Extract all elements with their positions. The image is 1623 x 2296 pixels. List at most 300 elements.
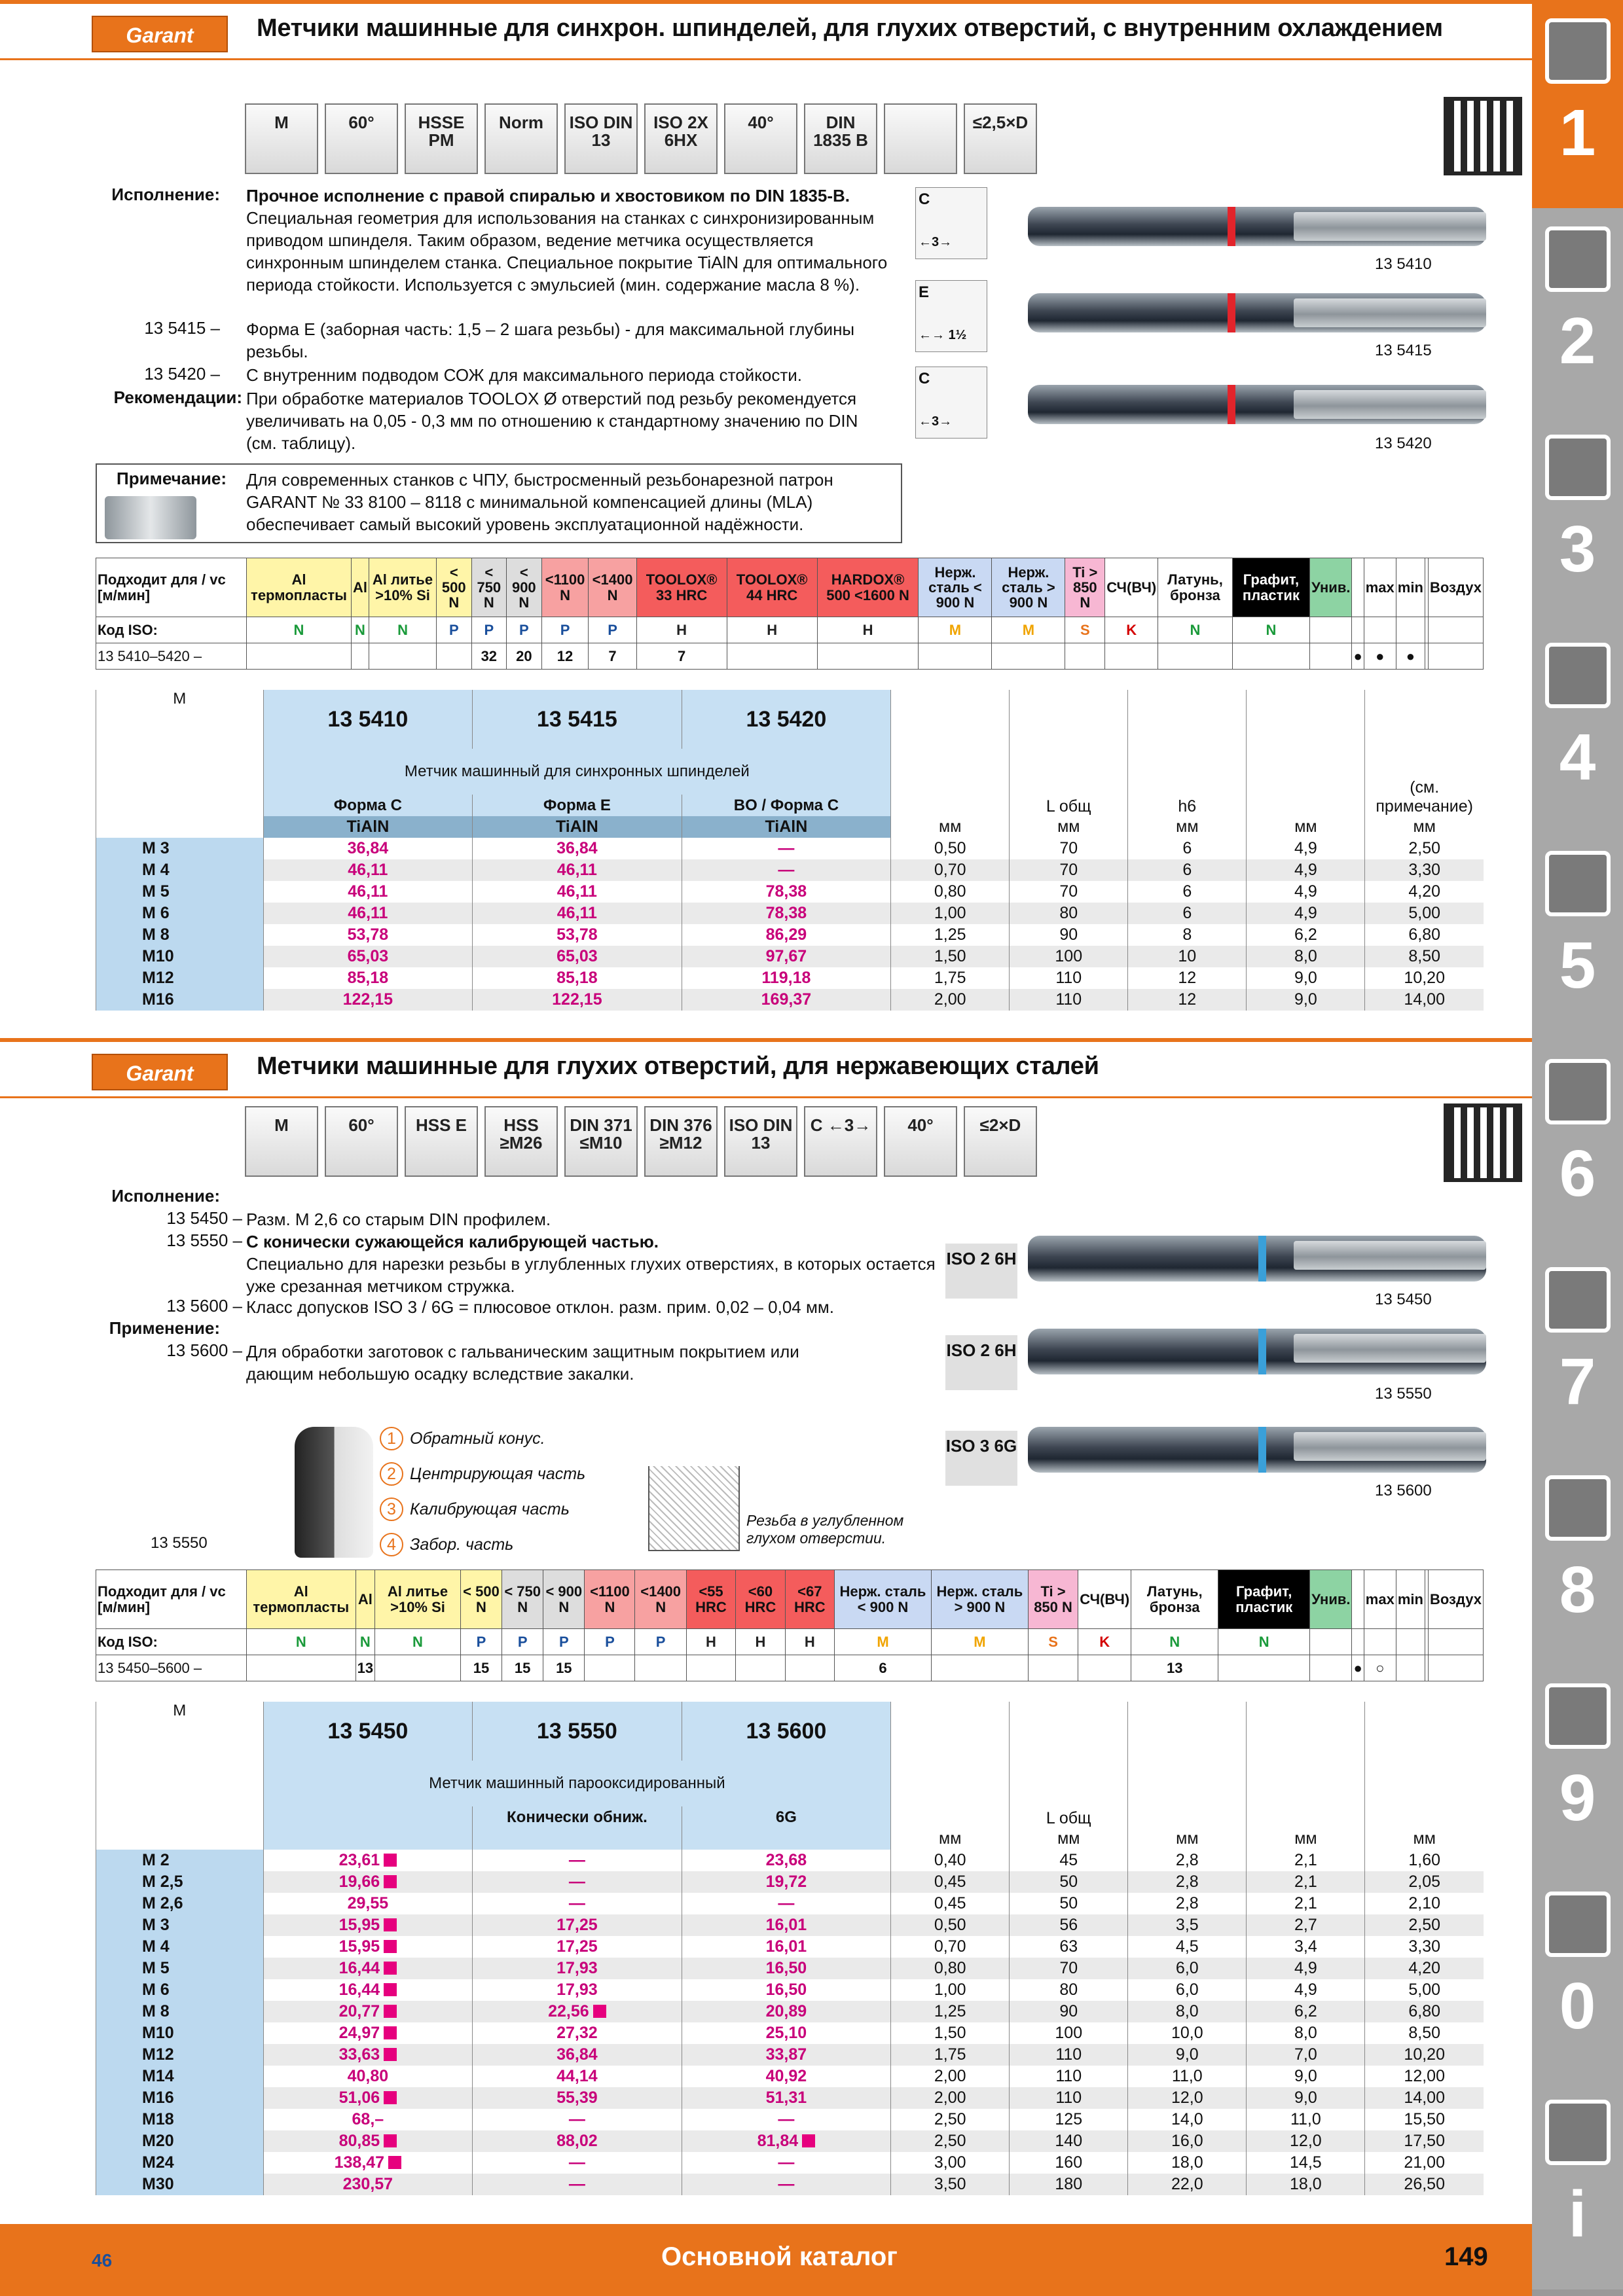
cell: — — [682, 2152, 891, 2174]
article-code: 13 5410 — [263, 690, 473, 749]
iso-code: N — [375, 1629, 461, 1655]
chapter-tab-7[interactable] — [1532, 1249, 1623, 1457]
mat-value: 6 — [835, 1655, 932, 1681]
mat-value — [727, 643, 817, 670]
cell: 53,78 — [473, 924, 682, 946]
exec-label: Исполнение: — [111, 1186, 220, 1206]
cell: 14,00 — [1365, 989, 1484, 1011]
form-name: BO / Форма C — [682, 795, 891, 816]
iso-code: N — [1232, 617, 1309, 643]
spec-icon: 40° — [884, 1106, 957, 1177]
cell: 26,50 — [1365, 2174, 1484, 2195]
mat-head: <55 HRC — [686, 1570, 735, 1629]
chapter-tab-9[interactable] — [1532, 1665, 1623, 1873]
spec-icon: 60° — [325, 1106, 398, 1177]
cell: 65,03 — [263, 946, 473, 967]
chapter-icon — [1545, 1267, 1611, 1333]
cell: 119,18 — [682, 967, 891, 989]
cell: 6,80 — [1365, 924, 1484, 946]
cell: 22,56 — [473, 2001, 682, 2022]
cell: 50 — [1010, 1871, 1128, 1893]
tap-image — [1028, 1329, 1486, 1374]
cell: M14 — [96, 2066, 264, 2087]
mat-head: < 900 N — [507, 558, 542, 617]
mat-value — [1158, 643, 1233, 670]
stock-marker — [388, 2156, 401, 2169]
chapter-tab-6[interactable] — [1532, 1041, 1623, 1249]
chapter-tab-1[interactable] — [1532, 0, 1623, 208]
cell: 16,50 — [682, 1958, 891, 1979]
cell: 1,75 — [891, 2044, 1010, 2066]
mat-value — [1218, 1655, 1310, 1681]
cell: 6,2 — [1247, 2001, 1365, 2022]
legend-number: 3 — [380, 1498, 403, 1521]
chuck-image — [105, 496, 196, 539]
cell: 46,11 — [473, 881, 682, 903]
cell: 8,0 — [1128, 2001, 1247, 2022]
mat-label: Подходит для / vc [м/мин] — [96, 558, 247, 617]
cell: 8 — [1128, 924, 1247, 946]
cell: 1,00 — [891, 1979, 1010, 2001]
stock-marker — [384, 1854, 397, 1867]
mat-head: Латунь, бронза — [1131, 1570, 1218, 1629]
table-row — [96, 1914, 1484, 1936]
item-text: С конически сужающейся калибрующей частью. Специально для нарезки резьбы в углубленных глухих отверстиях, в которых остается уже срезанная метчиком стружка. — [246, 1232, 936, 1296]
mat-value: ● — [1364, 643, 1396, 670]
dim-head — [891, 1702, 1010, 1828]
tap-image — [1028, 1236, 1486, 1282]
legend-label: Калибрующая часть — [410, 1500, 570, 1518]
cell: 6 — [1128, 859, 1247, 881]
chapter-icon — [1545, 1683, 1611, 1749]
cell: 70 — [1010, 881, 1128, 903]
chapter-number: 2 — [1559, 304, 1596, 378]
mat-value — [686, 1655, 735, 1681]
iso-code — [1352, 617, 1364, 643]
iso-code: M — [992, 617, 1065, 643]
cell: 2,50 — [891, 2109, 1010, 2130]
qr-code — [1444, 97, 1522, 175]
table-row — [96, 2087, 1484, 2109]
mat-value: 13 — [1131, 1655, 1218, 1681]
spec-icon: DIN 371 ≤M10 — [564, 1106, 638, 1177]
cell: M 4 — [96, 1936, 264, 1958]
spec-icon: HSS ≥M26 — [484, 1106, 558, 1177]
spec-icon: M — [245, 103, 318, 174]
cell: 1,50 — [891, 946, 1010, 967]
table-row — [96, 946, 1484, 967]
mat-head: СЧ(ВЧ) — [1078, 1570, 1131, 1629]
cell: 2,1 — [1247, 1850, 1365, 1871]
iso-code — [1364, 617, 1396, 643]
cell: 46,11 — [263, 903, 473, 924]
cell: M 3 — [96, 838, 264, 859]
iso-code: S — [1065, 617, 1105, 643]
mat-value — [1428, 1655, 1483, 1681]
table-row — [96, 989, 1484, 1011]
cell: 33,63 — [263, 2044, 473, 2066]
cell: 6 — [1128, 838, 1247, 859]
legend-number: 2 — [380, 1462, 403, 1486]
spec-icon: HSS E — [405, 1106, 478, 1177]
item-text: Форма E (заборная часть: 1,5 – 2 шага резьбы) - для максимальной глубины резьбы. — [246, 319, 855, 361]
cell: 17,25 — [473, 1914, 682, 1936]
article-code: 13 5420 — [682, 690, 891, 749]
form-c-icon: C ←3→ — [915, 187, 987, 259]
section1-icon-strip — [245, 103, 1037, 174]
tool-caption: 13 5550 — [1375, 1385, 1432, 1403]
page-number-right: 149 — [1444, 2242, 1488, 2271]
cell: 4,5 — [1128, 1936, 1247, 1958]
section2-header — [0, 1038, 1532, 1098]
cell: 18,0 — [1128, 2152, 1247, 2174]
form-e-icon: E ←→ 1½ — [915, 280, 987, 352]
iso-code: P — [635, 1629, 686, 1655]
table-row — [96, 924, 1484, 946]
mat-head: Нерж. сталь < 900 N — [919, 558, 992, 617]
mat-head — [1352, 1570, 1364, 1629]
chapter-tabs — [1532, 0, 1623, 2296]
cell: 70 — [1010, 859, 1128, 881]
cell: 5,00 — [1365, 1979, 1484, 2001]
cell: 160 — [1010, 2152, 1128, 2174]
chapter-number: 6 — [1559, 1137, 1596, 1210]
cell: 46,11 — [263, 859, 473, 881]
cell: 6,0 — [1128, 1979, 1247, 2001]
note-text: Для современных станков с ЧПУ, быстросменный резьбонарезной патрон GARANT № 33 8100 – 8118 с минимальной компенсацией длины (MLA) обеспечивает самый высокий уровень эксплуатационной надёжности. — [246, 470, 833, 534]
cell: 15,50 — [1365, 2109, 1484, 2130]
tap-image — [1028, 293, 1486, 332]
table-row — [96, 1979, 1484, 2001]
chapter-tab-8[interactable] — [1532, 1457, 1623, 1665]
table-row — [96, 2044, 1484, 2066]
cell: 10,0 — [1128, 2022, 1247, 2044]
mat-value — [931, 1655, 1028, 1681]
spec-icon: ≤2,5×D — [964, 103, 1037, 174]
cell: M16 — [96, 2087, 264, 2109]
cell: 70 — [1010, 1958, 1128, 1979]
cell: 3,5 — [1128, 1914, 1247, 1936]
dim-head: (см. примечание) — [1365, 690, 1484, 816]
iso-code: N — [356, 1629, 374, 1655]
cell: 3,4 — [1247, 1936, 1365, 1958]
cell: M 2 — [96, 1850, 264, 1871]
cell: M18 — [96, 2109, 264, 2130]
dim-head: L общ — [1010, 690, 1128, 816]
cell: 56 — [1010, 1914, 1128, 1936]
cell: 15,95 — [263, 1914, 473, 1936]
chapter-icon — [1545, 1892, 1611, 1957]
stock-marker — [384, 1983, 397, 1996]
mat-head: Воздух — [1428, 1570, 1483, 1629]
unit: мм — [1365, 816, 1484, 838]
chapter-tab-2[interactable] — [1532, 208, 1623, 416]
tolerance-badge: ISO 3 6G — [945, 1431, 1017, 1486]
cell: 2,00 — [891, 2087, 1010, 2109]
cell: 16,44 — [263, 1979, 473, 2001]
mat-value — [1232, 643, 1309, 670]
table-row — [96, 1871, 1484, 1893]
mat-head: Al термопласты — [247, 1570, 356, 1629]
article-code: 13 5415 — [473, 690, 682, 749]
cell: 4,20 — [1365, 881, 1484, 903]
cell: 17,50 — [1365, 2130, 1484, 2152]
price-table — [96, 690, 1484, 1011]
iso-code — [1310, 617, 1352, 643]
mat-head: Al — [351, 558, 369, 617]
mat-value: 15 — [543, 1655, 585, 1681]
mat-head: Нерж. сталь > 900 N — [931, 1570, 1028, 1629]
chapter-tab-0[interactable] — [1532, 1873, 1623, 2081]
page-number-left: 46 — [92, 2250, 113, 2270]
mat-value: ○ — [1364, 1655, 1396, 1681]
cell: 2,50 — [1365, 1914, 1484, 1936]
cell: 36,84 — [473, 2044, 682, 2066]
rec-text: При обработке материалов TOOLOX Ø отверстий под резьбу рекомендуется увеличивать на 0,05 - 0,3 мм по отношению к стандартному значению по DIN (см. таблицу). — [246, 389, 858, 453]
cell: 55,39 — [473, 2087, 682, 2109]
cell: 10,20 — [1365, 967, 1484, 989]
mat-head: max — [1364, 558, 1396, 617]
mat-value: 20 — [507, 643, 542, 670]
cell: 0,45 — [891, 1893, 1010, 1914]
mat-value: 15 — [460, 1655, 501, 1681]
table-row — [96, 2152, 1484, 2174]
mat-head: <1400 N — [635, 1570, 686, 1629]
cell: 20,89 — [682, 2001, 891, 2022]
chapter-tab-5[interactable] — [1532, 833, 1623, 1041]
iso-code: S — [1028, 1629, 1078, 1655]
chapter-number: 4 — [1559, 721, 1596, 794]
cell: 4,9 — [1247, 1979, 1365, 2001]
chapter-icon — [1545, 435, 1611, 500]
spec-icon: DIN 1835 B — [804, 103, 877, 174]
mat-row-label: 13 5410–5420 – — [96, 643, 247, 670]
cell: — — [682, 838, 891, 859]
cell: 21,00 — [1365, 2152, 1484, 2174]
cell: 2,00 — [891, 2066, 1010, 2087]
cell: 0,80 — [891, 1958, 1010, 1979]
cell: 16,01 — [682, 1936, 891, 1958]
cell: 46,11 — [473, 903, 682, 924]
cell: 0,45 — [891, 1871, 1010, 1893]
unit: мм — [1365, 1828, 1484, 1850]
unit: мм — [891, 816, 1010, 838]
unit: мм — [1010, 816, 1128, 838]
cell: 51,31 — [682, 2087, 891, 2109]
table-row — [96, 1958, 1484, 1979]
cell: M10 — [96, 946, 264, 967]
mat-value — [375, 1655, 461, 1681]
cell: 0,40 — [891, 1850, 1010, 1871]
cell: 65,03 — [473, 946, 682, 967]
cell: 2,8 — [1128, 1893, 1247, 1914]
mat-value: ● — [1352, 643, 1364, 670]
cell: 25,10 — [682, 2022, 891, 2044]
cell: 6,2 — [1247, 924, 1365, 946]
legend-number: 1 — [380, 1427, 403, 1450]
spec-icon: DIN 376 ≥M12 — [644, 1106, 718, 1177]
cell: 4,9 — [1247, 859, 1365, 881]
cell: 4,9 — [1247, 903, 1365, 924]
cell: 110 — [1010, 967, 1128, 989]
mat-head: Нерж. сталь > 900 N — [992, 558, 1065, 617]
cell: 4,9 — [1247, 881, 1365, 903]
mat-head: TOOLOX® 33 HRC — [636, 558, 727, 617]
stock-marker — [384, 2048, 397, 2061]
cell: M 5 — [96, 881, 264, 903]
mat-value: ● — [1396, 643, 1425, 670]
coating: TiAlN — [263, 816, 473, 838]
dim-head — [1247, 1702, 1365, 1828]
cell: M30 — [96, 2174, 264, 2195]
cell: 9,0 — [1128, 2044, 1247, 2066]
iso-code: H — [636, 617, 727, 643]
chapter-tab-i[interactable] — [1532, 2081, 1623, 2289]
cell: 23,68 — [682, 1850, 891, 1871]
cell: 45 — [1010, 1850, 1128, 1871]
cell: 16,50 — [682, 1979, 891, 2001]
cell: 40,80 — [263, 2066, 473, 2087]
cell: 8,50 — [1365, 946, 1484, 967]
exec-label: Исполнение: — [111, 185, 220, 204]
mat-value: 7 — [636, 643, 727, 670]
iso-code: K — [1105, 617, 1158, 643]
cell: 10,20 — [1365, 2044, 1484, 2066]
cell: 16,44 — [263, 1958, 473, 1979]
form-c-icon: C ←3→ — [915, 367, 987, 439]
mat-head: <1400 N — [589, 558, 636, 617]
cell: 78,38 — [682, 881, 891, 903]
cell: 1,25 — [891, 924, 1010, 946]
footer — [0, 2224, 1532, 2296]
cell: 4,20 — [1365, 1958, 1484, 1979]
cell: 2,05 — [1365, 1871, 1484, 1893]
mat-value — [247, 1655, 356, 1681]
mat-head: Унив. — [1310, 558, 1352, 617]
stock-marker — [384, 1962, 397, 1975]
cell: 100 — [1010, 946, 1128, 967]
cell: M12 — [96, 967, 264, 989]
mat-head: Графит, пластик — [1232, 558, 1309, 617]
iso-code: M — [835, 1629, 932, 1655]
cell: 10 — [1128, 946, 1247, 967]
mat-value — [635, 1655, 686, 1681]
mat-value — [1065, 643, 1105, 670]
stock-marker — [384, 2005, 397, 2018]
cell: 6 — [1128, 903, 1247, 924]
mat-head: max — [1364, 1570, 1396, 1629]
stock-marker — [384, 2091, 397, 2104]
cell: 80,85 — [263, 2130, 473, 2152]
spec-icon: ISO 2X 6HX — [644, 103, 718, 174]
item-text: Разм. M 2,6 со старым DIN профилем. — [246, 1210, 551, 1229]
spec-icon: Norm — [484, 103, 558, 174]
cell: 12 — [1128, 989, 1247, 1011]
mat-value — [247, 643, 352, 670]
spec-icon: ≤2×D — [964, 1106, 1037, 1177]
cell: — — [473, 1871, 682, 1893]
chapter-icon — [1545, 226, 1611, 292]
cell: 33,87 — [682, 2044, 891, 2066]
mat-value — [1310, 643, 1352, 670]
unit: мм — [891, 1828, 1010, 1850]
dim-head — [891, 690, 1010, 816]
mat-head: < 900 N — [543, 1570, 585, 1629]
cell: M 8 — [96, 924, 264, 946]
mat-value: 32 — [471, 643, 507, 670]
iso-code: P — [502, 1629, 543, 1655]
cell: 15,95 — [263, 1936, 473, 1958]
cell: 85,18 — [473, 967, 682, 989]
cell: M 2,6 — [96, 1893, 264, 1914]
cell: 97,67 — [682, 946, 891, 967]
chapter-number: 5 — [1559, 929, 1596, 1002]
spec-icon: 40° — [724, 103, 797, 174]
iso-code: K — [1078, 1629, 1131, 1655]
cell: 27,32 — [473, 2022, 682, 2044]
cell: 88,02 — [473, 2130, 682, 2152]
cell: 81,84 — [682, 2130, 891, 2152]
cell: 46,11 — [263, 881, 473, 903]
cell: M20 — [96, 2130, 264, 2152]
chapter-number: i — [1568, 2178, 1587, 2251]
iso-code — [1428, 617, 1483, 643]
cell: 4,9 — [1247, 1958, 1365, 1979]
qr-code — [1444, 1103, 1522, 1182]
cell: 122,15 — [473, 989, 682, 1011]
cell: 122,15 — [263, 989, 473, 1011]
cell: 78,38 — [682, 903, 891, 924]
tool-desc: Метчик машинный пароокcидированный — [263, 1761, 891, 1806]
cell: 86,29 — [682, 924, 891, 946]
mat-head: < 750 N — [471, 558, 507, 617]
table-row — [96, 2001, 1484, 2022]
cone-diagram — [295, 1427, 373, 1558]
stock-marker — [384, 2134, 397, 2147]
iso-code: P — [541, 617, 589, 643]
iso-code: M — [931, 1629, 1028, 1655]
cell: 9,0 — [1247, 2066, 1365, 2087]
table-row — [96, 903, 1484, 924]
chapter-tab-4[interactable] — [1532, 624, 1623, 833]
cell: M 2,5 — [96, 1871, 264, 1893]
cell: 0,50 — [891, 838, 1010, 859]
mat-head: <67 HRC — [785, 1570, 834, 1629]
dim-head — [1365, 1702, 1484, 1828]
app-label: Применение: — [109, 1318, 220, 1338]
dim-head — [1128, 1702, 1247, 1828]
chapter-number: 1 — [1559, 96, 1596, 170]
table-row — [96, 2174, 1484, 2195]
cell: 110 — [1010, 989, 1128, 1011]
iso-code: N — [1131, 1629, 1218, 1655]
chapter-tab-3[interactable] — [1532, 416, 1623, 624]
spec-icon — [884, 103, 957, 174]
cell: — — [473, 2109, 682, 2130]
catalog-title: Основной каталог — [661, 2242, 898, 2271]
chapter-icon — [1545, 2100, 1611, 2165]
dim-head — [1247, 690, 1365, 816]
section1-header — [0, 0, 1532, 60]
unit: мм — [1128, 1828, 1247, 1850]
chapter-number: 7 — [1559, 1345, 1596, 1418]
mat-head: СЧ(ВЧ) — [1105, 558, 1158, 617]
dim-head: L общ — [1010, 1702, 1128, 1828]
mat-value — [585, 1655, 635, 1681]
size-head: M — [96, 690, 264, 749]
cell: 29,55 — [263, 1893, 473, 1914]
mat-value — [1428, 643, 1483, 670]
